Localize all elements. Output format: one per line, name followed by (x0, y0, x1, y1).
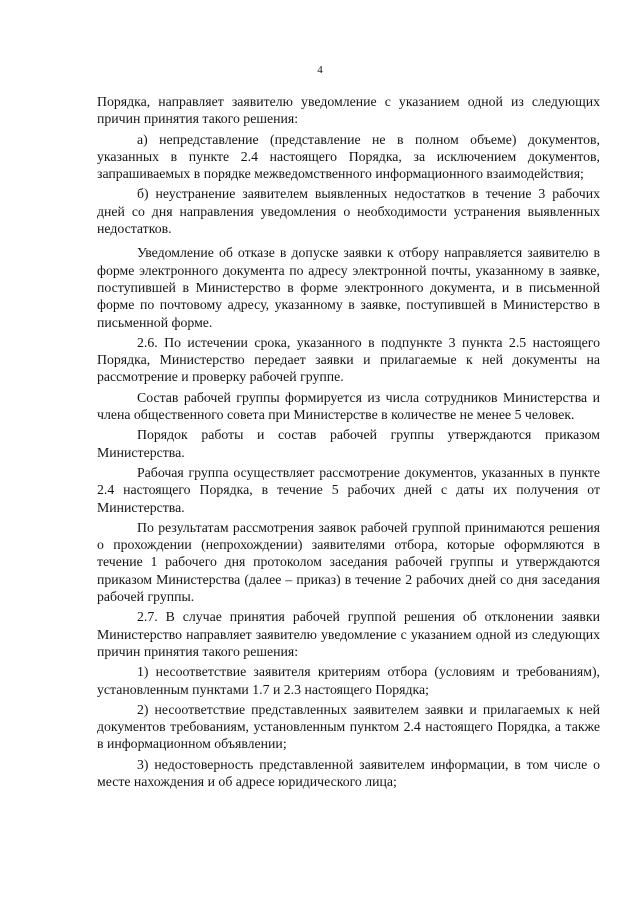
page-number: 4 (317, 64, 323, 76)
paragraph-working-group-order: Порядок работы и состав рабочей группы утверждаются приказом Министерства. (97, 427, 600, 460)
paragraph-rejection-reason-2: 2) несоответствие представленных заявителем заявки и прилагаемых к ней документов требованиям, установленным пунктом 2.4 настоящего Порядка, а также в информационном объявлении; (97, 701, 600, 752)
paragraph-reason-a: а) непредставление (представление не в полном объеме) документов, указанных в пункте 2.4 настоящего Порядка, за исключением документов, запрашиваемых в порядке межведомственного информационного взаимодействия; (97, 131, 600, 182)
paragraph-rejection-reason-3: 3) недостоверность представленной заявителем информации, в том числе о месте нахождения и об адресе юридического лица; (97, 756, 600, 789)
document-body (97, 93, 600, 793)
paragraph-reason-b: б) неустранение заявителем выявленных недостатков в течение 3 рабочих дней со дня направления уведомления о необходимости устранения выявленных недостатков. (97, 186, 600, 237)
paragraph-review-results: По результатам рассмотрения заявок рабочей группой принимаются решения о прохождении (непрохождении) заявителями отбора, которые оформляются в течение 1 рабочего дня протоколом заседания рабочей группы и утверждаются приказом Министерства (далее – приказ) в течение 2 рабочих дней со дня заседания рабочей группы. (97, 519, 600, 605)
paragraph-intro-continuation: Порядка, направляет заявителю уведомление с указанием одной из следующих причин принятия такого решения: (97, 94, 600, 127)
paragraph-clause-2-7: 2.7. В случае принятия рабочей группой решения об отклонении заявки Министерство направляет заявителю уведомление с указанием одной из следующих причин принятия такого решения: (97, 609, 600, 659)
paragraph-rejection-reason-1: 1) несоответствие заявителя критериям отбора (условиям и требованиям), установленным пунктами 1.7 и 2.3 настоящего Порядка; (97, 664, 600, 697)
paragraph-review-period: Рабочая группа осуществляет рассмотрение документов, указанных в пункте 2.4 настоящего Порядка, в течение 5 рабочих дней с даты их получения от Министерства. (97, 464, 600, 515)
paragraph-clause-2-6: 2.6. По истечении срока, указанного в подпункте 3 пункта 2.5 настоящего Порядка, Министерство передает заявки и прилагаемые к ней документы на рассмотрение и проверку рабочей группе. (97, 334, 600, 385)
paragraph-working-group-composition: Состав рабочей группы формируется из числа сотрудников Министерства и члена общественного совета при Министерстве в количестве не менее 5 человек. (97, 389, 600, 423)
paragraph-notice-delivery: Уведомление об отказе в допуске заявки к отбору направляется заявителю в форме электронного документа по адресу электронной почты, указанному в заявке, поступившей в Министерство в форме электронного документа, и в письменной форме по почтовому адресу, указанному в заявке, поступившей в Министерство в письменной форме. (97, 245, 600, 330)
